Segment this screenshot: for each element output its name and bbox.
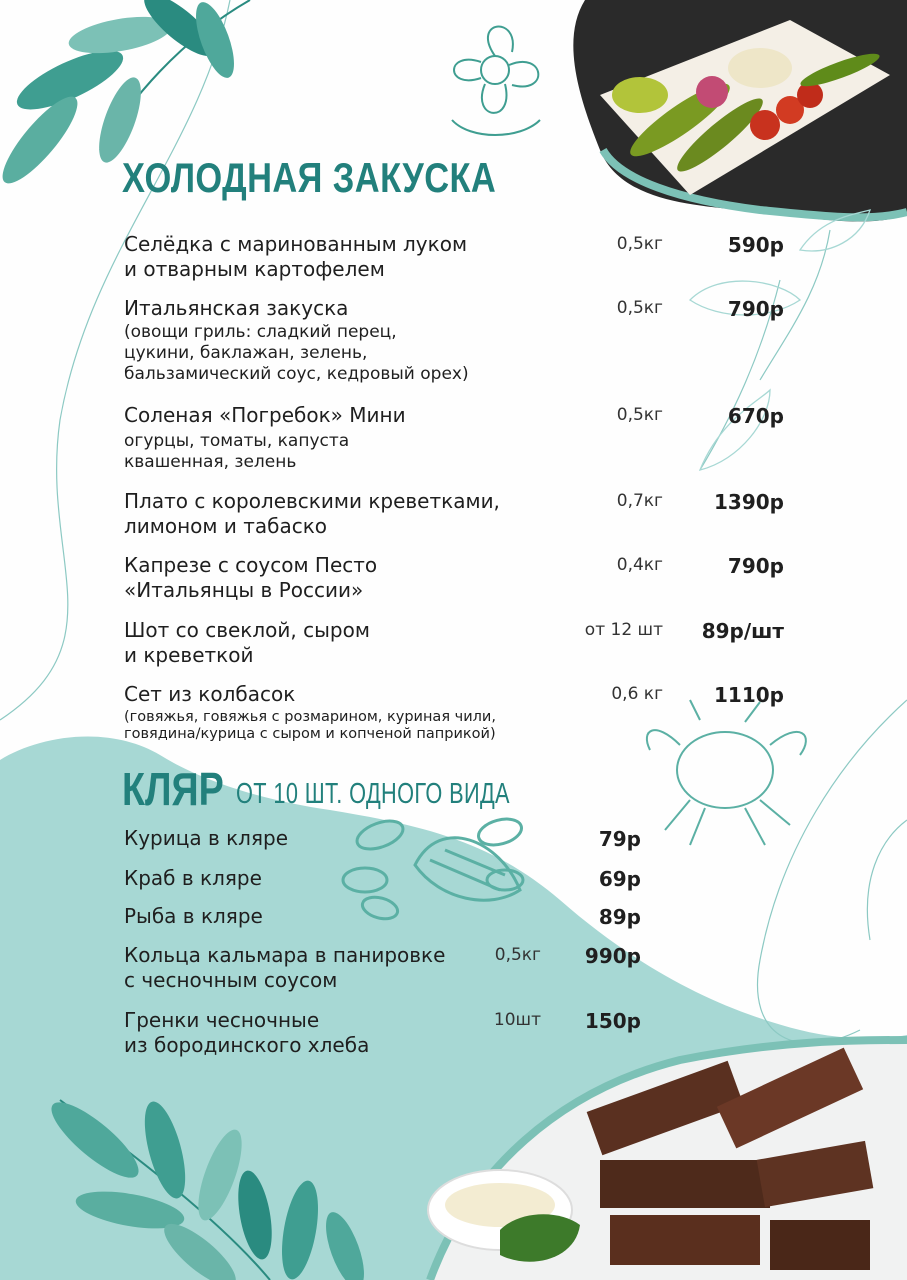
item-weight: от 12 шт xyxy=(584,620,663,640)
item-name: Курица в кляре xyxy=(124,826,288,850)
item-name: Итальянская закуска xyxy=(124,296,349,320)
item-name: Плато с королевскими креветками, лимоном и табаско xyxy=(124,489,500,538)
item-description: (говяжья, говяжья с розмарином, куриная чили, говядина/курица с сыром и копченой паприкой) xyxy=(124,709,496,742)
crab-icon xyxy=(647,700,806,845)
item-price: 670р xyxy=(727,404,784,428)
menu-item-herring xyxy=(124,232,467,282)
item-name: Сет из колбасок xyxy=(124,682,296,706)
menu-item-chicken-batter xyxy=(124,826,288,851)
item-description: (овощи гриль: сладкий перец, цукини, баклажан, зелень, бальзамический соус, кедровый орех) xyxy=(124,322,469,384)
item-weight: 0,5кг xyxy=(616,405,663,425)
item-price: 89р/шт xyxy=(701,619,784,643)
menu-item-garlic-rusks xyxy=(124,1008,369,1058)
item-weight: 10шт xyxy=(493,1010,541,1030)
item-name: Рыба в кляре xyxy=(124,904,263,928)
menu-item-squid-rings xyxy=(124,943,445,993)
item-price: 89р xyxy=(598,905,641,929)
flower-icon xyxy=(452,27,540,135)
item-price: 1390р xyxy=(714,490,784,514)
item-weight: 0,7кг xyxy=(616,491,663,511)
item-weight: 0,5кг xyxy=(616,234,663,254)
item-price: 790р xyxy=(727,554,784,578)
pickles-photo xyxy=(573,0,907,221)
menu-item-italian xyxy=(124,296,469,385)
item-price: 1110р xyxy=(714,683,784,707)
menu-item-fish-batter xyxy=(124,904,263,929)
item-weight: 0,5кг xyxy=(616,298,663,318)
menu-item-crab-batter xyxy=(124,866,262,891)
item-name: Гренки чесночные из бородинского хлеба xyxy=(124,1008,370,1057)
menu-item-sausage-set xyxy=(124,682,496,743)
item-name: Шот со свеклой, сыром и креветкой xyxy=(124,618,370,667)
item-price: 990р xyxy=(584,944,641,968)
item-price: 790р xyxy=(727,297,784,321)
item-name: Селёдка с маринованным луком и отварным картофелем xyxy=(124,232,468,281)
item-description: огурцы, томаты, капуста квашенная, зелень xyxy=(124,431,350,472)
cold-section-title: ХОЛОДНАЯ ЗАКУСКА xyxy=(122,154,497,201)
menu-item-beet-shot xyxy=(124,618,370,668)
item-name: Соленая «Погребок» Мини xyxy=(124,403,406,427)
menu-item-caprese xyxy=(124,553,377,603)
item-name: Кольца кальмара в панировке с чесночным соусом xyxy=(124,943,446,992)
batter-section-title: КЛЯР xyxy=(122,763,224,815)
batter-section-subtitle: ОТ 10 ШТ. ОДНОГО ВИДА xyxy=(236,778,510,810)
item-price: 590р xyxy=(727,233,784,257)
item-name: Краб в кляре xyxy=(124,866,262,890)
item-weight: 0,5кг xyxy=(494,945,541,965)
item-weight: 0,6 кг xyxy=(611,684,663,704)
item-price: 79р xyxy=(598,827,641,851)
item-weight: 0,4кг xyxy=(616,555,663,575)
item-price: 69р xyxy=(598,867,641,891)
menu-item-shrimp-plate xyxy=(124,489,500,539)
item-name: Капрезе с соусом Песто «Итальянцы в России» xyxy=(124,553,378,602)
item-price: 150р xyxy=(584,1009,641,1033)
menu-item-pogrebok xyxy=(124,403,406,473)
